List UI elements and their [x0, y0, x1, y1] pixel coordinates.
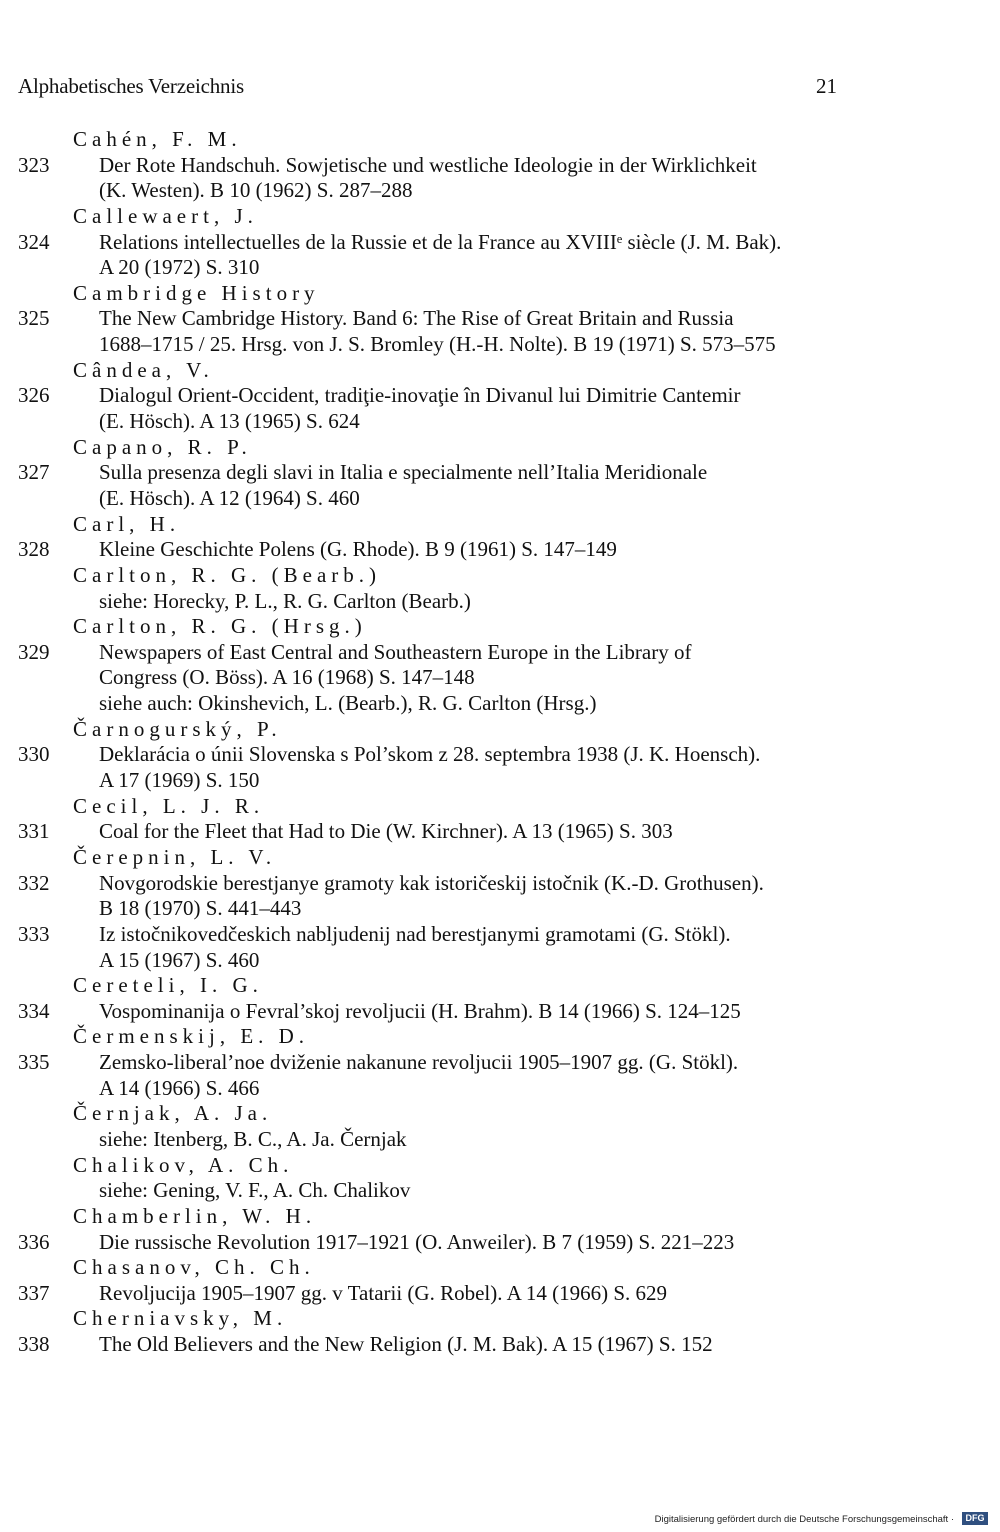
entry-number: 333	[18, 921, 50, 946]
entry-line	[0, 896, 1000, 922]
entry-text: Coal for the Fleet that Had to Die (W. Kirchner). A 13 (1965) S. 303	[99, 819, 673, 844]
entry-line	[0, 409, 1000, 435]
entry-text: Iz istočnikovedčeskich nabljudenij nad berestjanymi gramotami (G. Stökl).	[99, 921, 731, 946]
author-heading	[0, 358, 1000, 384]
entry-number: 331	[18, 819, 50, 844]
entry-line	[0, 537, 1000, 563]
entry-text: Der Rote Handschuh. Sowjetische und westliche Ideologie in der Wirklichkeit	[99, 152, 757, 177]
entry-number: 323	[18, 152, 50, 177]
entry-line	[0, 1178, 1000, 1204]
entry-line	[0, 691, 1000, 717]
dfg-logo-icon: DFG	[962, 1512, 988, 1525]
entry-text: 1688–1715 / 25. Hrsg. von J. S. Bromley (H.-H. Nolte). B 19 (1971) S. 573–575	[99, 332, 776, 357]
author-heading	[0, 717, 1000, 743]
entry-number: 329	[18, 639, 50, 664]
entry-line	[0, 1127, 1000, 1153]
author-heading	[0, 563, 1000, 589]
entry-text: Deklarácia o únii Slovenska s Pol’skom z 28. septembra 1938 (J. K. Hoensch).	[99, 742, 761, 767]
author-heading	[0, 973, 1000, 999]
entry-text: B 18 (1970) S. 441–443	[99, 896, 302, 921]
author-name: Černjak, A. Ja.	[73, 1101, 273, 1126]
author-name: Chalikov, A. Ch.	[73, 1152, 294, 1177]
author-heading	[0, 1024, 1000, 1050]
entry-line	[0, 383, 1000, 409]
author-heading	[0, 127, 1000, 153]
index-entries	[0, 127, 1000, 1358]
digitization-credit: Digitalisierung gefördert durch die Deutsche Forschungsgemeinschaft ·	[654, 1514, 954, 1525]
entry-line	[0, 768, 1000, 794]
entry-number: 336	[18, 1229, 50, 1254]
entry-line	[0, 1230, 1000, 1256]
entry-line	[0, 819, 1000, 845]
entry-number: 324	[18, 229, 50, 254]
entry-line	[0, 332, 1000, 358]
entry-text: A 20 (1972) S. 310	[99, 255, 260, 280]
entry-text: Relations intellectuelles de la Russie et de la France au XVIIIᵉ siècle (J. M. Bak).	[99, 229, 782, 254]
entry-line	[0, 1076, 1000, 1102]
entry-text: Die russische Revolution 1917–1921 (O. Anweiler). B 7 (1959) S. 221–223	[99, 1229, 735, 1254]
entry-text: A 14 (1966) S. 466	[99, 1075, 260, 1100]
entry-number: 330	[18, 742, 50, 767]
entry-line	[0, 178, 1000, 204]
author-name: Cândea, V.	[73, 357, 214, 382]
entry-text: Dialogul Orient-Occident, tradiţie-inovaţie în Divanul lui Dimitrie Cantemir	[99, 383, 741, 408]
entry-number: 328	[18, 537, 50, 562]
entry-text: (E. Hösch). A 13 (1965) S. 624	[99, 409, 360, 434]
author-heading	[0, 512, 1000, 538]
author-name: Carlton, R. G. (Bearb.)	[73, 562, 382, 587]
entry-line	[0, 1050, 1000, 1076]
author-name: Čarnogurský, P.	[73, 716, 282, 741]
entry-text: siehe: Gening, V. F., A. Ch. Chalikov	[99, 1178, 411, 1203]
entry-number: 332	[18, 870, 50, 895]
author-name: Capano, R. P.	[73, 434, 252, 459]
author-name: Carl, H.	[73, 511, 181, 536]
author-heading	[0, 1306, 1000, 1332]
entry-text: Sulla presenza degli slavi in Italia e specialmente nell’Italia Meridionale	[99, 460, 708, 485]
author-name: Callewaert, J.	[73, 203, 258, 228]
entry-line	[0, 1332, 1000, 1358]
entry-line	[0, 153, 1000, 179]
entry-line	[0, 255, 1000, 281]
author-heading	[0, 204, 1000, 230]
entry-text: Congress (O. Böss). A 16 (1968) S. 147–148	[99, 665, 475, 690]
author-heading	[0, 1153, 1000, 1179]
entry-line	[0, 999, 1000, 1025]
author-name: Chamberlin, W. H.	[73, 1203, 317, 1228]
entry-line	[0, 742, 1000, 768]
author-name: Carlton, R. G. (Hrsg.)	[73, 614, 367, 639]
author-heading	[0, 435, 1000, 461]
entry-text: The Old Believers and the New Religion (J. M. Bak). A 15 (1967) S. 152	[99, 1332, 713, 1357]
entry-line	[0, 922, 1000, 948]
entry-line	[0, 948, 1000, 974]
entry-text: (K. Westen). B 10 (1962) S. 287–288	[99, 178, 413, 203]
entry-text: Novgorodskie berestjanye gramoty kak istoričeskij istočnik (K.-D. Grothusen).	[99, 870, 764, 895]
entry-text: siehe auch: Okinshevich, L. (Bearb.), R. G. Carlton (Hrsg.)	[99, 691, 597, 716]
entry-line	[0, 486, 1000, 512]
entry-line	[0, 460, 1000, 486]
author-heading	[0, 1101, 1000, 1127]
entry-text: Zemsko-liberal’noe dviženie nakanune revoljucii 1905–1907 gg. (G. Stökl).	[99, 1050, 739, 1075]
entry-text: (E. Hösch). A 12 (1964) S. 460	[99, 485, 360, 510]
author-heading	[0, 845, 1000, 871]
author-heading	[0, 1204, 1000, 1230]
entry-text: siehe: Horecky, P. L., R. G. Carlton (Bearb.)	[99, 588, 471, 613]
entry-line	[0, 230, 1000, 256]
running-title: Alphabetisches Verzeichnis	[18, 74, 244, 98]
author-name: Cahén, F. M.	[73, 127, 242, 151]
entry-text: Newspapers of East Central and Southeastern Europe in the Library of	[99, 639, 692, 664]
entry-line	[0, 665, 1000, 691]
entry-text: Kleine Geschichte Polens (G. Rhode). B 9 (1961) S. 147–149	[99, 537, 617, 562]
entry-line	[0, 306, 1000, 332]
author-name: Čerepnin, L. V.	[73, 844, 277, 869]
entry-line	[0, 871, 1000, 897]
entry-line	[0, 589, 1000, 615]
entry-line	[0, 1281, 1000, 1307]
author-heading	[0, 1255, 1000, 1281]
author-name: Chasanov, Ch. Ch.	[73, 1255, 315, 1280]
entry-text: Vospominanija o Fevral’skoj revoljucii (H. Brahm). B 14 (1966) S. 124–125	[99, 998, 741, 1023]
page-number: 21	[816, 74, 837, 98]
author-name: Cherniavsky, M.	[73, 1306, 288, 1331]
author-name: Cecil, L. J. R.	[73, 793, 265, 818]
entry-line	[0, 640, 1000, 666]
entry-text: Revoljucija 1905–1907 gg. v Tatarii (G. Robel). A 14 (1966) S. 629	[99, 1280, 668, 1305]
entry-number: 325	[18, 306, 50, 331]
entry-text: A 15 (1967) S. 460	[99, 947, 260, 972]
entry-number: 334	[18, 998, 50, 1023]
entry-number: 338	[18, 1332, 50, 1357]
entry-number: 327	[18, 460, 50, 485]
author-heading	[0, 281, 1000, 307]
entry-number: 337	[18, 1280, 50, 1305]
entry-number: 335	[18, 1050, 50, 1075]
author-heading	[0, 614, 1000, 640]
author-name: Cambridge History	[73, 280, 320, 305]
author-name: Čermenskij, E. D.	[73, 1024, 310, 1049]
entry-number: 326	[18, 383, 50, 408]
author-name: Cereteli, I. G.	[73, 973, 263, 998]
entry-text: siehe: Itenberg, B. C., A. Ja. Černjak	[99, 1126, 407, 1151]
entry-text: A 17 (1969) S. 150	[99, 768, 260, 793]
author-heading	[0, 794, 1000, 820]
entry-text: The New Cambridge History. Band 6: The Rise of Great Britain and Russia	[99, 306, 734, 331]
